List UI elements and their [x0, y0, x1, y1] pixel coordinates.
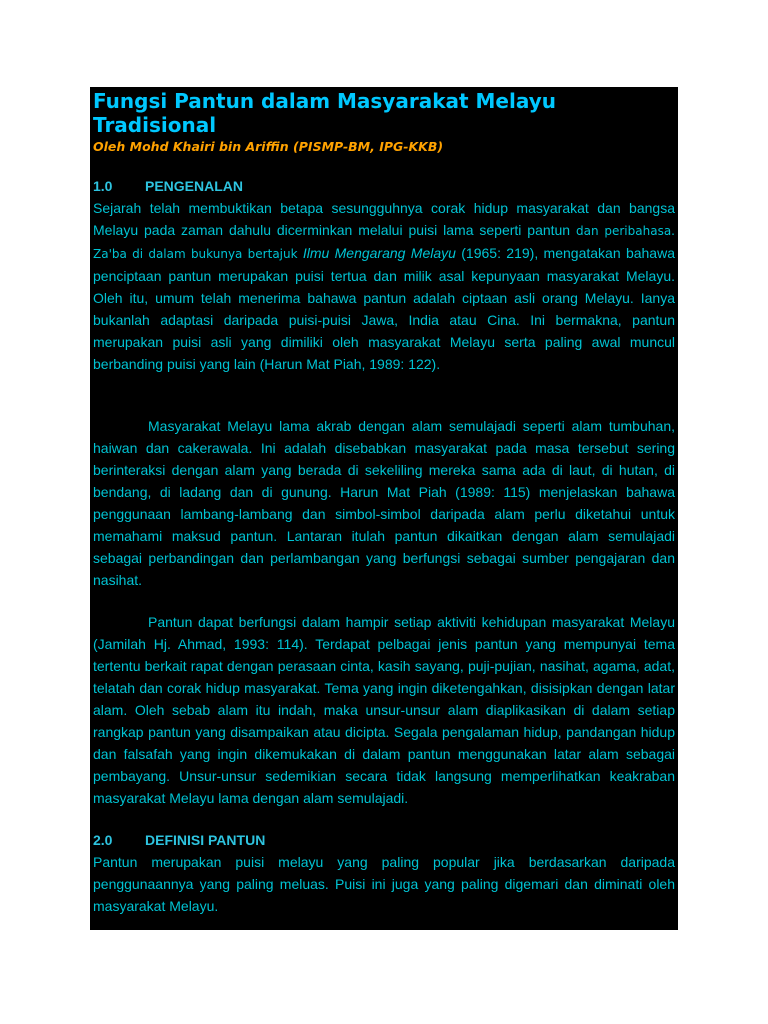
paragraph-clip — [93, 851, 675, 914]
paragraph-text: Sejarah telah membuktikan betapa sesungguhnya corak hidup masyarakat dan bangsa Melayu pada zaman dahulu dicerminkan melalui puisi lama seperti pantun — [93, 200, 675, 238]
paragraph-text: dan peribahasa. Za'ba di dalam bukunya bertajuk — [93, 224, 675, 261]
spacer — [93, 809, 675, 829]
paragraph-function: Pantun dapat berfungsi dalam hampir setiap aktiviti kehidupan masyarakat Melayu (Jamilah Hj. Ahmad, 1993: 114). Terdapat pelbagai jenis pantun yang mempunyai tema tertentu berkait rapat dengan perasaan cinta, kasih sayang, puji-pujian, nasihat, agama, adat, telatah dan corak hidup masyarakat. Tema yang ingin diketengahkan, disisipkan dengan latar alam. Oleh sebab alam itu indah, maka unsur-unsur alam diaplikasikan di dalam setiap rangkap pantun yang disampaikan atau dicipta. Segala pengalaman hidup, pandangan hidup dan falsafah yang ingin dikemukakan di dalam pantun menggunakan latar alam sebagai pembayang. Unsur-unsur sedemikian secara tidak langsung memperlihatkan keakraban masyarakat Melayu lama dengan alam semulajadi. — [93, 614, 675, 806]
spacer — [93, 155, 675, 175]
spacer — [93, 375, 675, 415]
section-number: 2.0 — [93, 832, 113, 848]
author-byline: Oleh Mohd Khairi bin Ariffin (PISMP-BM, IPG-KKB) — [93, 139, 444, 154]
paragraph-text: (1965: 219), mengatakan bahawa penciptaan pantun merupakan puisi tertua dan milik asal kepunyaan masyarakat Melayu. Oleh itu, umum telah menerima bahawa pantun adalah ciptaan asli orang Melayu. Ianya bukanlah adaptasi daripada puisi-puisi Jawa, India atau Cina. Ini bermakna, pantun merupakan puisi asli yang dimiliki oleh masyarakat Melayu serta paling awal muncul berbanding puisi yang lain (Harun Mat Piah, 1989: 122). — [93, 245, 675, 372]
paragraph-nature: Masyarakat Melayu lama akrab dengan alam semulajadi seperti alam tumbuhan, haiwan dan cakerawala. Ini adalah disebabkan masyarakat pada masa tersebut sering berinteraksi dengan alam yang berada di sekeliling mereka sama ada di laut, di hutan, di bendang, di ladang dan di gunung. Harun Mat Piah (1989: 115) menjelaskan bahawa penggunaan lambang-lambang dan simbol-simbol daripada alam perlu diketahui untuk memahami maksud pantun. Lantaran itulah pantun dikaitkan dengan alam semulajadi sebagai perbandingan dan perlambangan yang berfungsi sebagai sumber pengajaran dan nasihat. — [93, 418, 675, 588]
section-title: DEFINISI PANTUN — [145, 832, 266, 848]
spacer — [93, 591, 675, 611]
section-number: 1.0 — [93, 178, 113, 194]
document-page — [90, 87, 678, 930]
book-title: Ilmu Mengarang Melayu — [302, 245, 456, 261]
document-title: Fungsi Pantun dalam Masyarakat Melayu Tradisional — [93, 89, 556, 137]
paragraph-intro — [93, 197, 675, 375]
section-heading-definisi — [93, 829, 675, 851]
paragraph-definition: Pantun merupakan puisi melayu yang paling popular jika berdasarkan daripada penggunaannya yang paling meluas. Puisi ini juga yang paling digemari dan diminati oleh masyarakat Melayu. — [93, 854, 675, 914]
section-heading-pengenalan — [93, 175, 675, 197]
section-title: PENGENALAN — [145, 178, 244, 194]
